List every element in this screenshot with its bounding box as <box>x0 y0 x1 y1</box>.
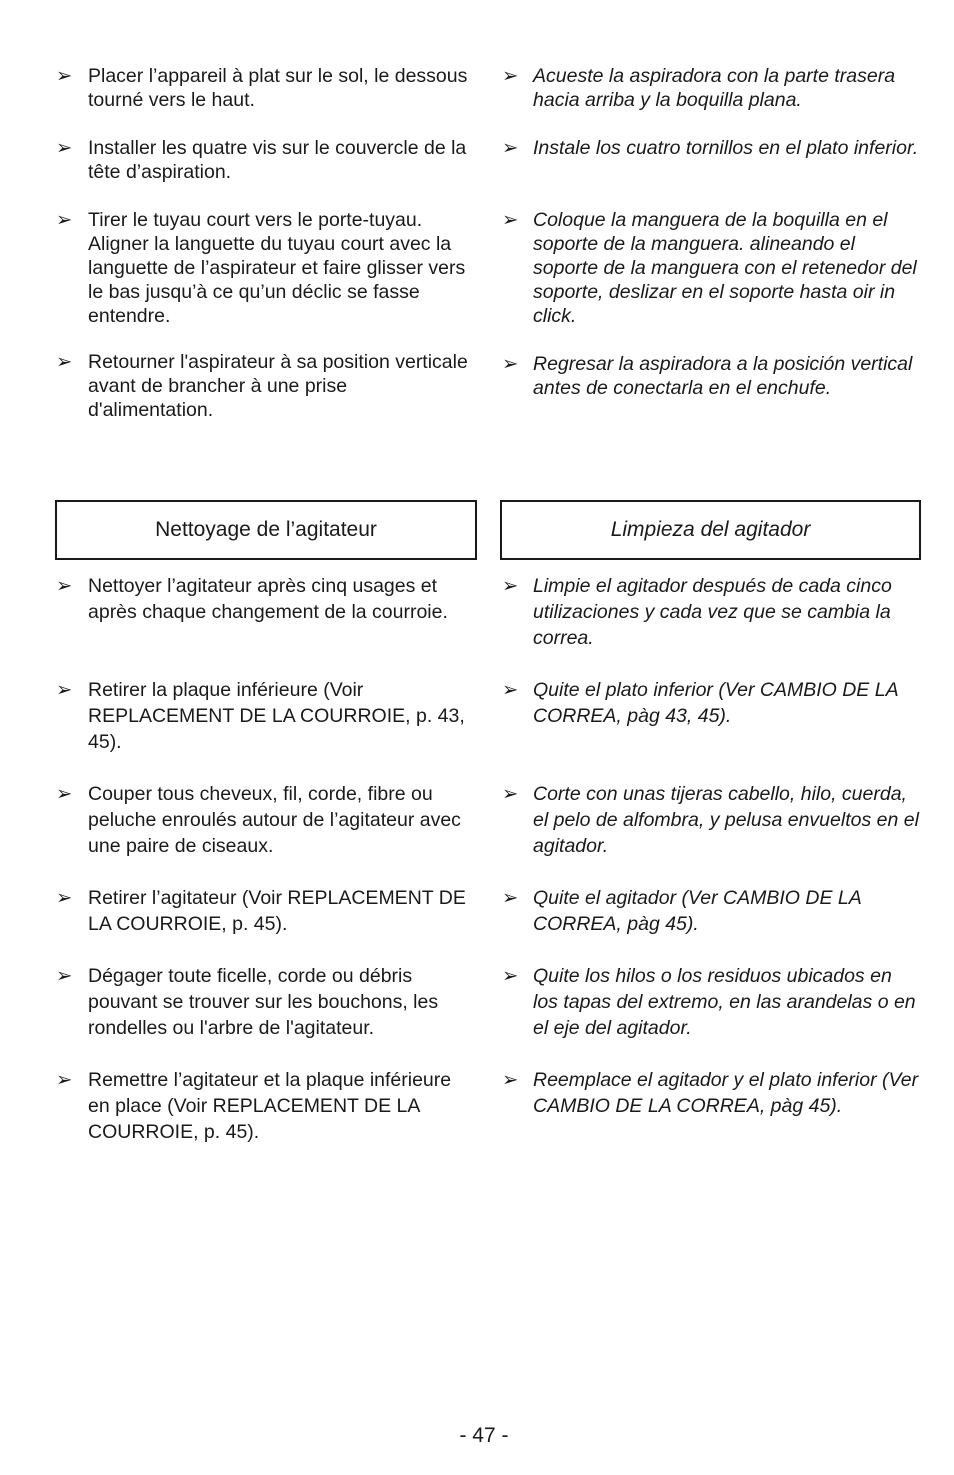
list-item: ➢ Retirer la plaque inférieure (Voir REPLACEMENT DE LA COURROIE, p. 43, 45). <box>56 679 465 753</box>
arrow-bullet-icon: ➢ <box>502 679 519 701</box>
arrow-bullet-icon: ➢ <box>502 783 519 805</box>
section-header-es <box>500 500 921 560</box>
arrow-bullet-icon: ➢ <box>56 209 73 231</box>
list-item: ➢ Quite el plato inferior (Ver CAMBIO DE LA CORREA, pàg 43, 45). <box>502 679 898 727</box>
arrow-bullet-icon: ➢ <box>502 209 519 231</box>
arrow-bullet-icon: ➢ <box>502 1069 519 1091</box>
list-item: ➢ Acueste la aspiradora con la parte trasera hacia arriba y la boquilla plana. <box>502 65 896 111</box>
list-item: ➢ Couper tous cheveux, fil, corde, fibre ou peluche enroulés autour de l’agitateur avec une paire de ciseaux. <box>56 783 461 857</box>
list-item: ➢ Placer l’appareil à plat sur le sol, le dessous tourné vers le haut. <box>56 65 468 111</box>
list-item: ➢ Nettoyer l’agitateur après cinq usages et après chaque changement de la courroie. <box>56 575 448 623</box>
arrow-bullet-icon: ➢ <box>502 137 519 159</box>
list-item: ➢ Coloque la manguera de la boquilla en el soporte de la manguera. alineando el soporte de la manguera con el retenedor del soporte, deslizar en el soporte hasta oir in click. <box>502 209 917 327</box>
arrow-bullet-icon: ➢ <box>502 353 519 375</box>
arrow-bullet-icon: ➢ <box>502 887 519 909</box>
list-item: ➢ Limpie el agitador después de cada cinco utilizaciones y cada vez que se cambia la correa. <box>502 575 892 649</box>
list-item: ➢ Tirer le tuyau court vers le porte-tuyau. Aligner la languette du tuyau court avec la languette de l’aspirateur et faire glisser vers le bas jusqu’à ce qu’un déclic se fasse entendre. <box>56 209 466 327</box>
arrow-bullet-icon: ➢ <box>56 965 73 987</box>
list-item: ➢ Reemplace el agitador y el plato inferior (Ver CAMBIO DE LA CORREA, pàg 45). <box>502 1069 919 1117</box>
list-item: ➢ Dégager toute ficelle, corde ou débris pouvant se trouver sur les bouchons, les rondelles ou l'arbre de l'agitateur. <box>56 965 439 1039</box>
list-item: ➢ Installer les quatre vis sur le couvercle de la tête d’aspiration. <box>56 137 467 183</box>
arrow-bullet-icon: ➢ <box>56 1069 73 1091</box>
list-item: ➢ Instale los cuatro tornillos en el plato inferior. <box>502 137 919 159</box>
list-item: ➢ Retourner l'aspirateur à sa position verticale avant de brancher à une prise d'alimentation. <box>56 351 468 421</box>
arrow-bullet-icon: ➢ <box>502 965 519 987</box>
list-item: ➢ Regresar la aspiradora a la posición vertical antes de conectarla en el enchufe. <box>502 353 913 399</box>
list-item: ➢ Quite el agitador (Ver CAMBIO DE LA CORREA, pàg 45). <box>502 887 862 935</box>
section-title-fr: Nettoyage de l’agitateur <box>155 518 377 541</box>
arrow-bullet-icon: ➢ <box>56 65 73 87</box>
arrow-bullet-icon: ➢ <box>502 575 519 597</box>
arrow-bullet-icon: ➢ <box>56 351 73 373</box>
list-item: ➢ Corte con unas tijeras cabello, hilo, cuerda, el pelo de alfombra, y pelusa envueltos en el agitador. <box>502 783 919 857</box>
arrow-bullet-icon: ➢ <box>56 679 73 701</box>
arrow-bullet-icon: ➢ <box>56 137 73 159</box>
list-item: ➢ Retirer l’agitateur (Voir REPLACEMENT DE LA COURROIE, p. 45). <box>56 887 466 935</box>
arrow-bullet-icon: ➢ <box>56 887 73 909</box>
section-title-es: Limpieza del agitador <box>610 518 811 541</box>
page-number: - 47 - <box>459 1424 509 1447</box>
arrow-bullet-icon: ➢ <box>56 575 73 597</box>
list-item: ➢ Quite los hilos o los residuos ubicados en los tapas del extremo, en las arandelas o en el eje del agitador. <box>502 965 916 1039</box>
list-item: ➢ Remettre l’agitateur et la plaque inférieure en place (Voir REPLACEMENT DE LA COURROIE, p. 45). <box>56 1069 452 1143</box>
section-header-fr <box>55 500 477 560</box>
arrow-bullet-icon: ➢ <box>502 65 519 87</box>
arrow-bullet-icon: ➢ <box>56 783 73 805</box>
